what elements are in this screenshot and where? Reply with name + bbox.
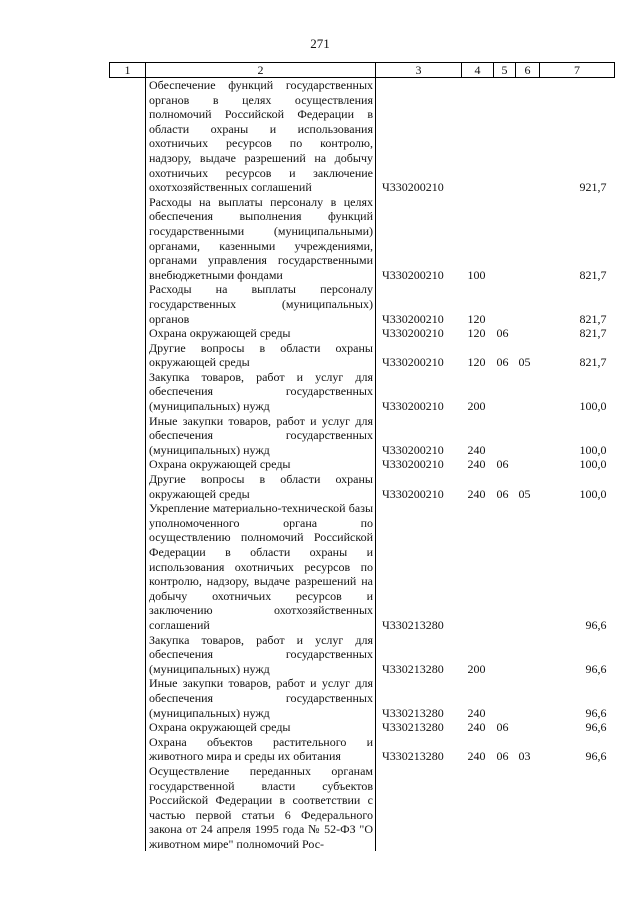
subsection-cell <box>516 633 540 677</box>
amount-cell: 96,6 <box>585 705 607 720</box>
amount-cell: 821,7 <box>579 311 607 326</box>
amount-cell: 96,6 <box>585 749 607 764</box>
description-cell: Осуществление переданных органам государственной власти субъектов Российской Федерации в соответствии с частью первой статьи 6 Федерального закона от 24 апреля 1995 года № 52-ФЗ "О животном мире" полномочий Рос- <box>146 764 376 852</box>
expense-type-cell: 240 <box>467 457 486 472</box>
subsection-cell <box>516 676 540 720</box>
row-number-cell <box>110 501 146 632</box>
row-number-cell <box>110 676 146 720</box>
description-cell: Охрана окружающей среды <box>146 326 376 341</box>
amount-cell: 821,7 <box>579 355 607 370</box>
row-number-cell <box>110 633 146 677</box>
subsection-cell <box>516 501 540 632</box>
amount-cell: 821,7 <box>579 326 607 341</box>
section-cell: 06 <box>496 720 509 735</box>
target-code-cell: Ч330200210 <box>382 399 444 414</box>
amount-cell: 100,0 <box>579 442 607 457</box>
section-cell: 06 <box>496 457 509 472</box>
amount-cell: 100,0 <box>579 486 607 501</box>
column-header: 4 <box>462 63 494 78</box>
amount-cell: 821,7 <box>579 267 607 282</box>
subsection-cell <box>516 282 540 326</box>
table-row <box>110 457 615 472</box>
column-header: 3 <box>376 63 462 78</box>
table-body <box>110 78 615 852</box>
row-number-cell <box>110 735 146 764</box>
row-number-cell <box>110 472 146 501</box>
table-row <box>110 414 615 458</box>
table-row <box>110 341 615 370</box>
table-row <box>110 195 615 283</box>
section-cell <box>494 195 516 283</box>
amount-cell: 100,0 <box>579 457 607 472</box>
target-code-cell: Ч330200210 <box>382 457 444 472</box>
budget-table <box>109 62 615 851</box>
description-cell: Расходы на выплаты персоналу государственных (муниципальных) органов <box>146 282 376 326</box>
subsection-cell <box>516 326 540 341</box>
table-row <box>110 326 615 341</box>
description-cell: Другие вопросы в области охраны окружающей среды <box>146 341 376 370</box>
section-cell <box>494 676 516 720</box>
target-code-cell: Ч330213280 <box>382 617 444 632</box>
expense-type-cell: 240 <box>467 720 486 735</box>
subsection-cell <box>516 370 540 414</box>
table-row <box>110 764 615 852</box>
expense-type-cell <box>462 501 494 632</box>
column-header: 2 <box>146 63 376 78</box>
target-code-cell <box>376 764 462 852</box>
description-cell: Обеспечение функций государственных органов в целях осуществления полномочий Российской Федерации в области охраны и использования охотничьих ресурсов по контролю, надзору, выдаче разрешений на добычу охотничьих ресурсов и заключение охотхозяйственных соглашений <box>146 78 376 195</box>
description-cell: Закупка товаров, работ и услуг для обеспечения государственных (муниципальных) нужд <box>146 633 376 677</box>
expense-type-cell: 200 <box>467 399 486 414</box>
subsection-cell <box>516 195 540 283</box>
expense-type-cell: 200 <box>467 661 486 676</box>
description-cell: Охрана окружающей среды <box>146 720 376 735</box>
expense-type-cell: 240 <box>467 486 486 501</box>
table-row <box>110 472 615 501</box>
section-cell <box>494 633 516 677</box>
amount-cell: 100,0 <box>579 399 607 414</box>
expense-type-cell <box>462 78 494 195</box>
section-cell <box>494 414 516 458</box>
description-cell: Укрепление материально-технической базы уполномоченного органа по осуществлению полномочий Российской Федерации в области охраны и использования охотничьих ресурсов по контролю, надзору, выдаче разрешений на добычу охотничьих ресурсов и заключению охотхозяйственных соглашений <box>146 501 376 632</box>
row-number-cell <box>110 282 146 326</box>
target-code-cell: Ч330200210 <box>382 180 444 195</box>
row-number-cell <box>110 326 146 341</box>
subsection-cell <box>516 720 540 735</box>
expense-type-cell: 240 <box>467 749 486 764</box>
row-number-cell <box>110 341 146 370</box>
table-row <box>110 501 615 632</box>
table-row <box>110 78 615 195</box>
section-cell: 06 <box>496 326 509 341</box>
column-header: 1 <box>110 63 146 78</box>
expense-type-cell: 120 <box>467 311 486 326</box>
amount-cell <box>540 764 615 852</box>
target-code-cell: Ч330200210 <box>382 486 444 501</box>
table-row <box>110 720 615 735</box>
expense-type-cell: 120 <box>467 326 486 341</box>
expense-type-cell: 240 <box>467 705 486 720</box>
description-cell: Другие вопросы в области охраны окружающей среды <box>146 472 376 501</box>
description-cell: Охрана окружающей среды <box>146 457 376 472</box>
page-number: 271 <box>310 36 330 51</box>
target-code-cell: Ч330200210 <box>382 326 444 341</box>
subsection-cell: 05 <box>518 355 531 370</box>
subsection-cell <box>516 457 540 472</box>
column-header: 5 <box>494 63 516 78</box>
amount-cell: 921,7 <box>579 180 607 195</box>
expense-type-cell: 240 <box>467 442 486 457</box>
section-cell <box>494 78 516 195</box>
description-cell: Охрана объектов растительного и животного мира и среды их обитания <box>146 735 376 764</box>
row-number-cell <box>110 414 146 458</box>
target-code-cell: Ч330213280 <box>382 720 444 735</box>
description-cell: Иные закупки товаров, работ и услуг для обеспечения государственных (муниципальных) нужд <box>146 676 376 720</box>
description-cell: Закупка товаров, работ и услуг для обеспечения государственных (муниципальных) нужд <box>146 370 376 414</box>
section-cell <box>494 501 516 632</box>
target-code-cell: Ч330213280 <box>382 705 444 720</box>
section-cell <box>494 282 516 326</box>
expense-type-cell: 120 <box>467 355 486 370</box>
row-number-cell <box>110 370 146 414</box>
subsection-cell <box>516 78 540 195</box>
table-row <box>110 282 615 326</box>
amount-cell: 96,6 <box>585 617 607 632</box>
target-code-cell: Ч330200210 <box>382 267 444 282</box>
section-cell <box>494 764 516 852</box>
column-header: 6 <box>516 63 540 78</box>
column-header: 7 <box>540 63 615 78</box>
row-number-cell <box>110 457 146 472</box>
subsection-cell: 03 <box>518 749 531 764</box>
description-cell: Расходы на выплаты персоналу в целях обеспечения выполнения функций государственными (муниципальными) органами, казенными учреждениями, органами управления государственными внебюджетными фондами <box>146 195 376 283</box>
table-row <box>110 735 615 764</box>
table-row <box>110 370 615 414</box>
target-code-cell: Ч330200210 <box>382 355 444 370</box>
section-cell: 06 <box>496 486 509 501</box>
amount-cell: 96,6 <box>585 720 607 735</box>
row-number-cell <box>110 720 146 735</box>
section-cell <box>494 370 516 414</box>
table-row <box>110 633 615 677</box>
row-number-cell <box>110 78 146 195</box>
row-number-cell <box>110 764 146 852</box>
table-header-row <box>110 63 615 78</box>
table-row <box>110 676 615 720</box>
expense-type-cell: 100 <box>467 267 486 282</box>
subsection-cell <box>516 414 540 458</box>
subsection-cell <box>516 764 540 852</box>
target-code-cell: Ч330200210 <box>382 311 444 326</box>
expense-type-cell <box>462 764 494 852</box>
row-number-cell <box>110 195 146 283</box>
subsection-cell: 05 <box>518 486 531 501</box>
section-cell: 06 <box>496 355 509 370</box>
target-code-cell: Ч330213280 <box>382 661 444 676</box>
section-cell: 06 <box>496 749 509 764</box>
description-cell: Иные закупки товаров, работ и услуг для обеспечения государственных (муниципальных) нужд <box>146 414 376 458</box>
target-code-cell: Ч330200210 <box>382 442 444 457</box>
amount-cell: 96,6 <box>585 661 607 676</box>
target-code-cell: Ч330213280 <box>382 749 444 764</box>
